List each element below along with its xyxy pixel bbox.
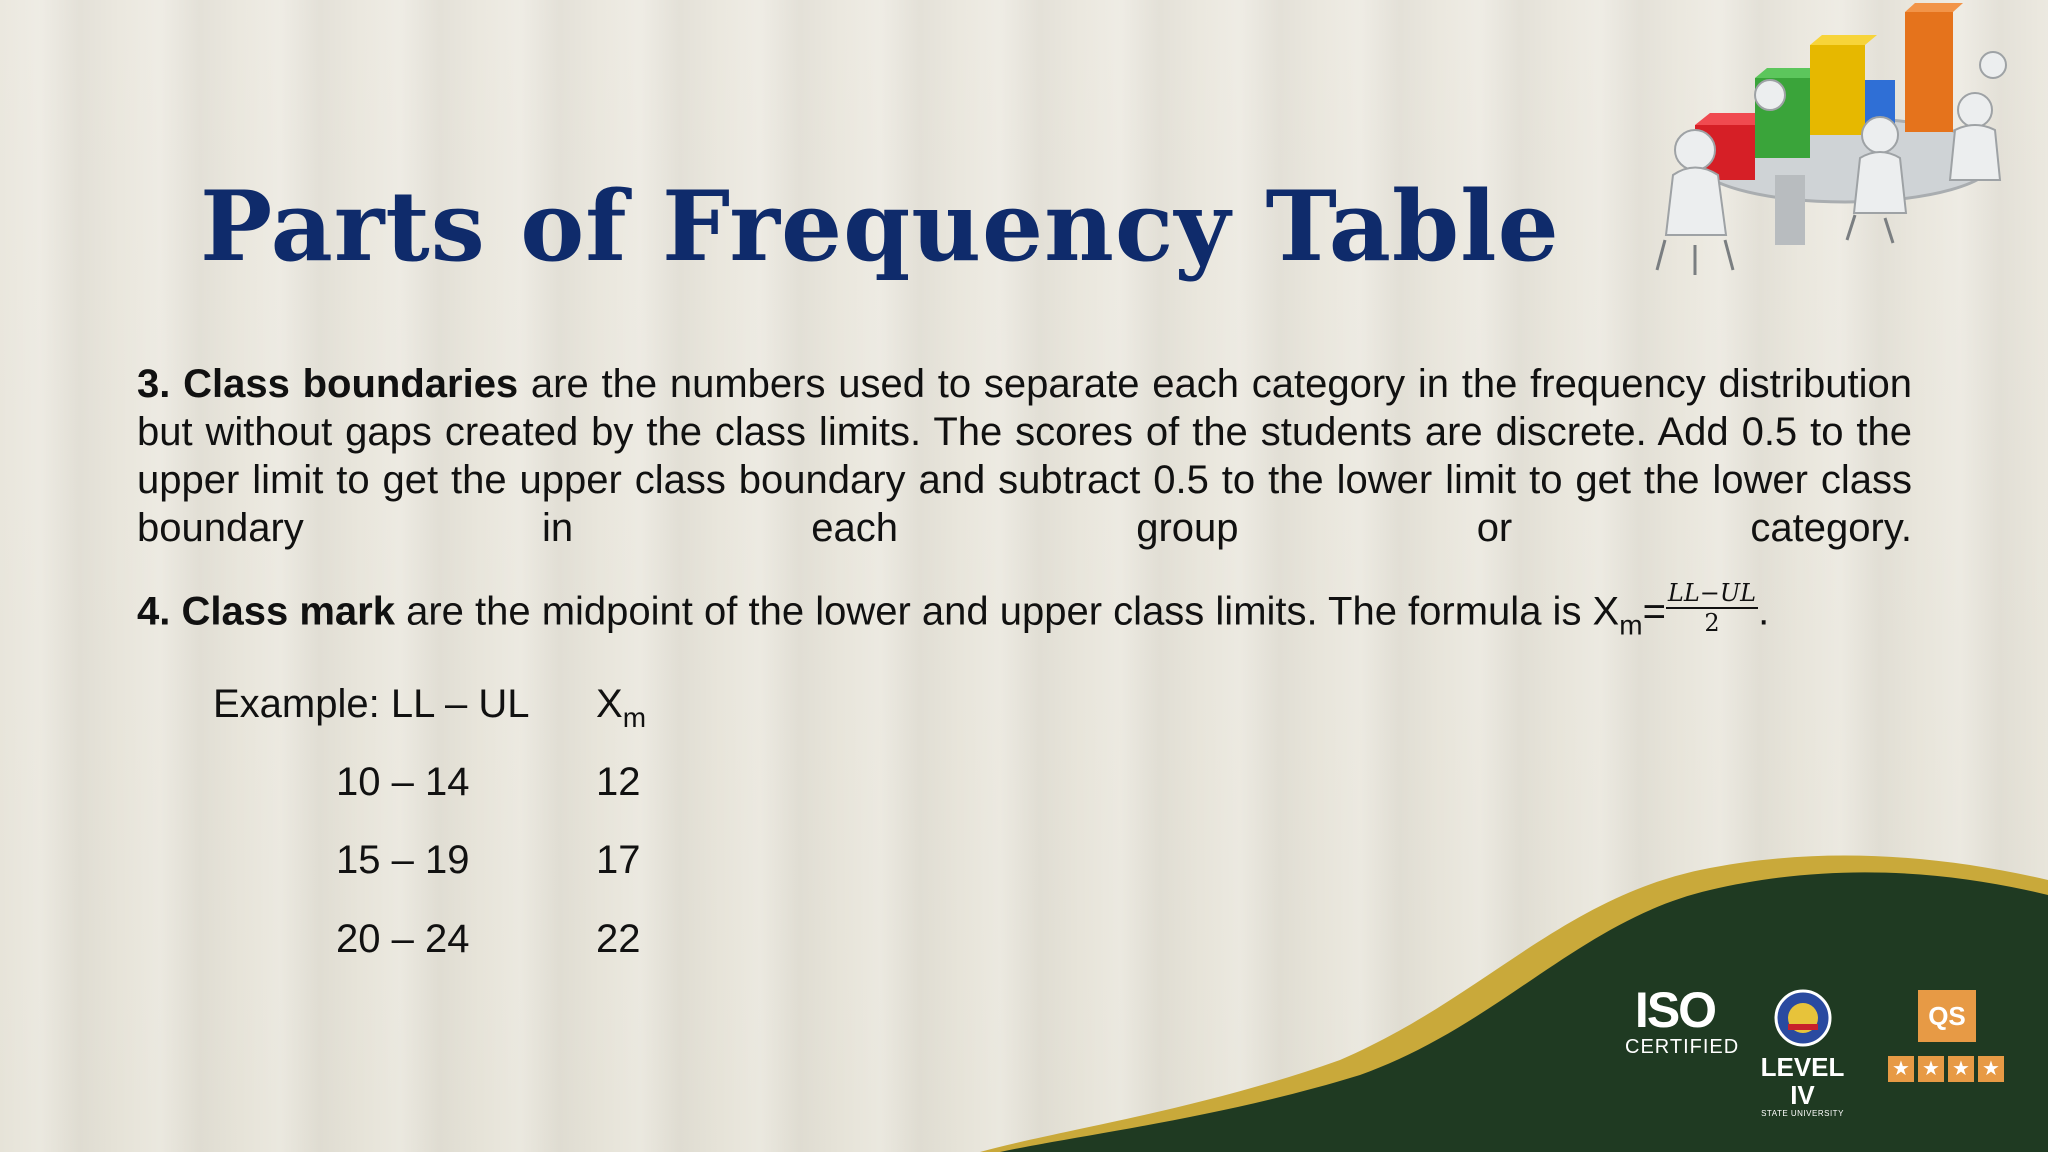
level-sublabel: STATE UNIVERSITY (1761, 1109, 1844, 1118)
qs-badge (1888, 990, 2006, 1082)
fraction-denominator: 2 (1704, 609, 1720, 637)
qs-logo: QS (1918, 990, 1976, 1042)
formula-end: . (1758, 589, 1770, 634)
star-icon: ★ (1888, 1056, 1914, 1082)
example-col-sub: m (622, 702, 647, 733)
example-row-range: 15 – 19 (336, 838, 470, 882)
example-row-mark: 12 (596, 760, 641, 804)
level-badge (1745, 988, 1860, 1119)
star-icon: ★ (1978, 1056, 2004, 1082)
example-row-mark: 22 (596, 917, 641, 961)
example-row-range: 20 – 24 (336, 917, 470, 961)
slide-title: Parts of Frequency Table (200, 170, 1560, 283)
example-col-x: X (596, 682, 623, 726)
iso-badge (1625, 982, 1740, 1059)
class-mark-heading: 4. Class mark (137, 589, 395, 634)
formula-equals: = (1642, 589, 1666, 634)
example-label: Example: LL – UL (213, 682, 530, 726)
star-icon: ★ (1948, 1056, 1974, 1082)
class-boundaries-heading: 3. Class boundaries (137, 362, 519, 406)
formula-subscript: m (1619, 609, 1643, 641)
star-icon: ★ (1918, 1056, 1944, 1082)
example-row-mark: 17 (596, 838, 641, 882)
example-row-range: 10 – 14 (336, 760, 470, 804)
iso-certified-label: CERTIFIED (1625, 1036, 1740, 1058)
seal-icon (1773, 988, 1833, 1048)
qs-stars (1888, 1056, 2006, 1082)
iso-logo: ISO (1634, 982, 1716, 1038)
class-boundaries-body: are the numbers used to separate each category in the frequency distribution but without gaps created by the class limits. The scores of the students are discrete. Add 0.5 to the upper limit to get the upper class boundary and subtract 0.5 to the lower limit to get the lower class boundary in each group or category. (137, 362, 1912, 550)
class-mark-body: are the midpoint of the lower and upper class limits. The formula is X (394, 589, 1620, 634)
fraction-numerator: LL−UL (1667, 579, 1757, 607)
level-label: LEVEL IV (1760, 1052, 1845, 1110)
